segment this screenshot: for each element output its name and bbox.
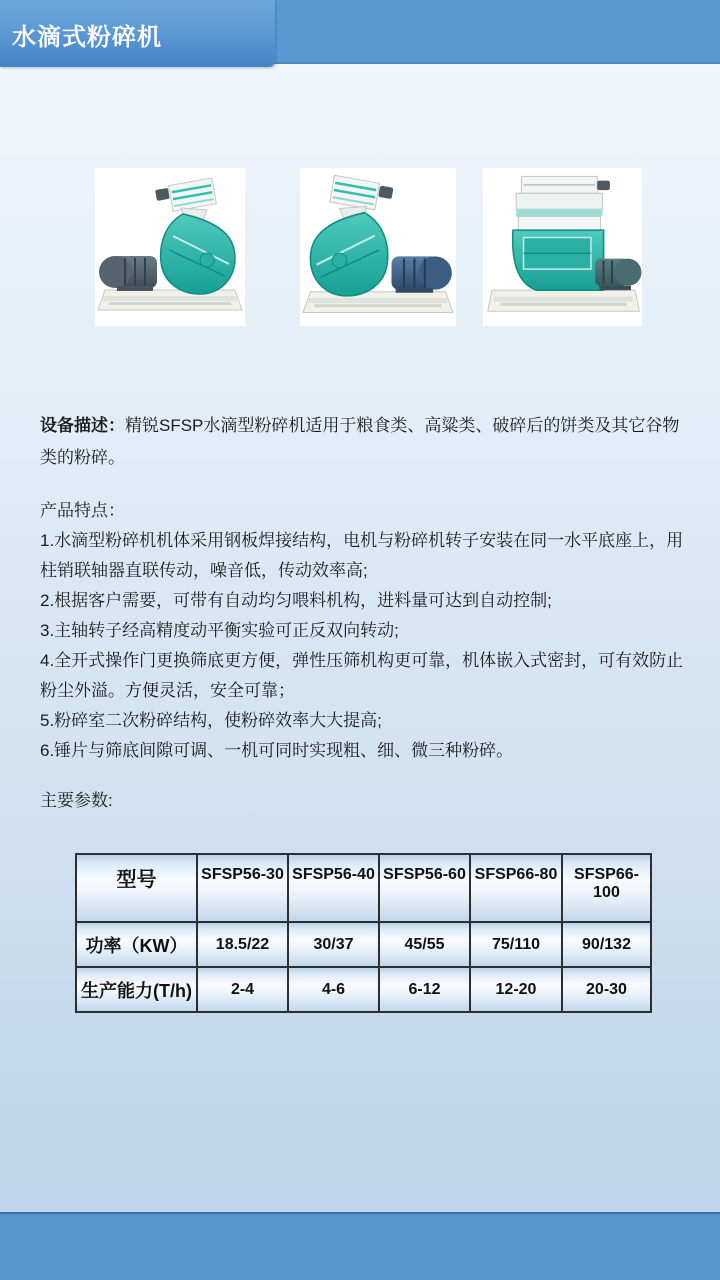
table-row-capacity <box>76 967 651 1012</box>
table-header-cell: SFSP66-100 <box>562 854 651 922</box>
table-cell: 30/37 <box>288 922 379 967</box>
table-cell: 75/110 <box>470 922 562 967</box>
product-features <box>40 496 684 766</box>
crusher-machine-side-left-illustration <box>95 168 245 326</box>
feature-item: 4.全开式操作门更换筛底更方便，弹性压筛机构更可靠，机体嵌入式密封，可有效防止粉尘外溢。方便灵活，安全可靠； <box>40 651 684 700</box>
parameters-heading: 主要参数: <box>40 791 113 810</box>
row-label-capacity: 生产能力(T/h) <box>76 967 197 1012</box>
crusher-machine-side-right-illustration <box>300 168 456 326</box>
header-title-tab <box>0 0 275 67</box>
equipment-description <box>40 410 684 474</box>
table-header-row <box>76 854 651 922</box>
product-image-2[interactable] <box>300 168 456 326</box>
footer-bar <box>0 1212 720 1280</box>
product-image-1[interactable] <box>95 168 245 326</box>
table-header-cell: SFSP56-40 <box>288 854 379 922</box>
feature-item: 3.主轴转子经高精度动平衡实验可正反双向转动; <box>40 621 399 640</box>
row-label-power: 功率（KW） <box>76 922 197 967</box>
table-header-cell: SFSP56-30 <box>197 854 288 922</box>
table-row-power <box>76 922 651 967</box>
table-cell: 90/132 <box>562 922 651 967</box>
table-cell: 45/55 <box>379 922 470 967</box>
features-heading: 产品特点： <box>40 501 125 520</box>
table-cell: 2-4 <box>197 967 288 1012</box>
table-header-cell: SFSP56-60 <box>379 854 470 922</box>
page-title: 水滴式粉碎机 <box>12 24 162 51</box>
parameters-table <box>75 853 652 1013</box>
feature-item: 2.根据客户需要，可带有自动均匀喂料机构，进料量可达到自动控制; <box>40 591 552 610</box>
table-cell: 18.5/22 <box>197 922 288 967</box>
table-header-model: 型号 <box>76 854 197 922</box>
description-text: 精锐SFSP水滴型粉碎机适用于粮食类、高粱类、破碎后的饼类及其它谷物类的粉碎。 <box>40 416 680 467</box>
product-image-3[interactable] <box>483 168 642 326</box>
crusher-machine-front-illustration <box>483 168 642 326</box>
header-bar <box>0 0 720 64</box>
table-header-cell: SFSP66-80 <box>470 854 562 922</box>
table-cell: 4-6 <box>288 967 379 1012</box>
table-cell: 6-12 <box>379 967 470 1012</box>
feature-item: 6.锤片与筛底间隙可调、一机可同时实现粗、细、微三种粉碎。 <box>40 741 514 760</box>
description-label: 设备描述： <box>40 416 125 435</box>
feature-item: 5.粉碎室二次粉碎结构，使粉碎效率大大提高; <box>40 711 382 730</box>
table-cell: 12-20 <box>470 967 562 1012</box>
feature-item: 1.水滴型粉碎机机体采用钢板焊接结构，电机与粉碎机转子安装在同一水平底座上，用柱销联轴器直联传动，噪音低，传动效率高; <box>40 531 684 580</box>
table-cell: 20-30 <box>562 967 651 1012</box>
